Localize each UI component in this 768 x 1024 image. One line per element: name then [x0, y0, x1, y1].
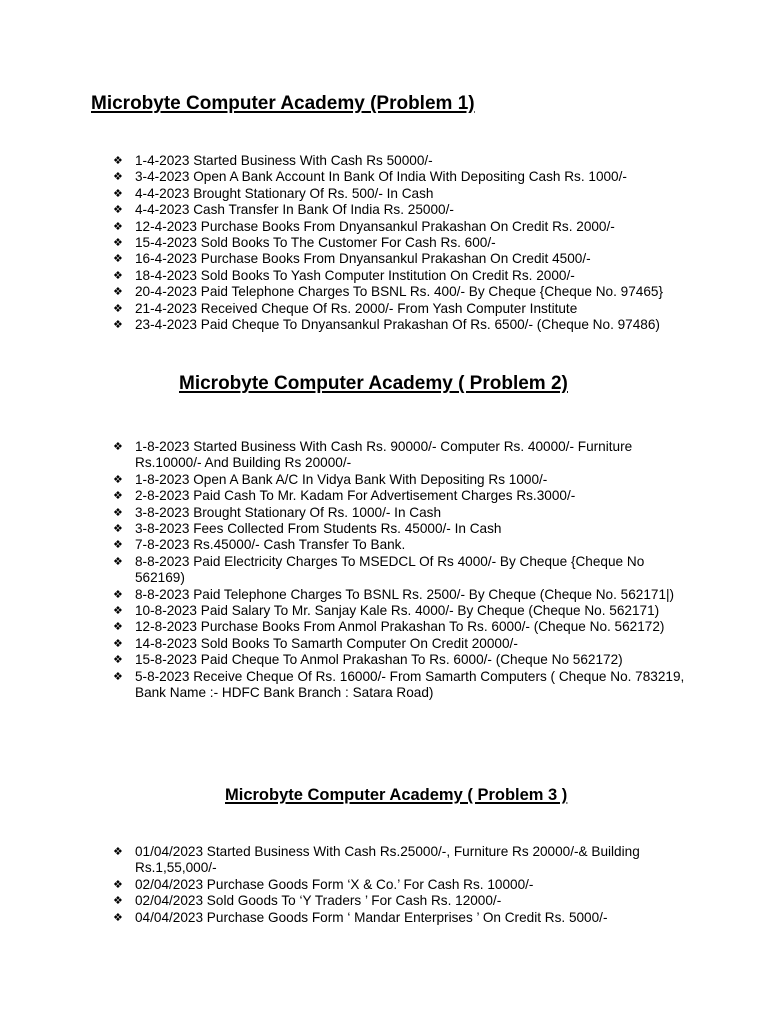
transaction-item [113, 505, 693, 521]
transaction-item [113, 219, 693, 235]
problem-3-heading: Microbyte Computer Academy ( Problem 3 ) [225, 786, 568, 804]
diamond-bullet-icon: ❖ [113, 472, 123, 486]
diamond-bullet-icon: ❖ [113, 505, 123, 519]
transaction-text: 1-4-2023 Started Business With Cash Rs 50000/- [135, 153, 433, 168]
diamond-bullet-icon: ❖ [113, 440, 123, 453]
problem-1-heading: Microbyte Computer Academy (Problem 1) [91, 93, 475, 114]
transaction-item [113, 893, 693, 909]
transaction-item [113, 235, 693, 251]
transaction-item [113, 251, 693, 267]
transaction-item [113, 472, 693, 488]
transaction-text: 23-4-2023 Paid Cheque To Dnyansankul Prakashan Of Rs. 6500/- (Cheque No. 97486) [135, 317, 660, 333]
diamond-bullet-icon: ❖ [113, 268, 123, 282]
diamond-bullet-icon: ❖ [113, 877, 123, 891]
transaction-text: 01/04/2023 Started Business With Cash Rs.25000/-, Furniture Rs 20000/-& Building Rs.1,55,000/- [135, 844, 640, 876]
problem-3-transaction-list [113, 844, 693, 926]
diamond-bullet-icon: ❖ [113, 538, 123, 552]
transaction-item [113, 910, 693, 926]
diamond-bullet-icon: ❖ [113, 669, 123, 683]
transaction-text: 02/04/2023 Sold Goods To ‘Y Traders ’ For Cash Rs. 12000/- [135, 893, 502, 909]
diamond-bullet-icon: ❖ [113, 653, 123, 667]
transaction-text: 02/04/2023 Purchase Goods Form ‘X & Co.’ For Cash Rs. 10000/- [135, 876, 534, 892]
transaction-text: 5-8-2023 Receive Cheque Of Rs. 16000/- From Samarth Computers ( Cheque No. 783219, Bank Name :- HDFC Bank Branch : Satara Road) [135, 668, 685, 701]
transaction-item [113, 636, 693, 652]
transaction-item [113, 652, 693, 668]
diamond-bullet-icon: ❖ [113, 219, 123, 233]
problem-2-transaction-list [113, 439, 693, 702]
transaction-item [113, 439, 693, 472]
diamond-bullet-icon: ❖ [113, 604, 123, 618]
transaction-item [113, 844, 693, 877]
diamond-bullet-icon: ❖ [113, 522, 123, 536]
transaction-item [113, 619, 693, 635]
transaction-text: 3-8-2023 Brought Stationary Of Rs. 1000/- In Cash [135, 504, 442, 520]
diamond-bullet-icon: ❖ [113, 252, 123, 266]
transaction-text: 2-8-2023 Paid Cash To Mr. Kadam For Advertisement Charges Rs.3000/- [135, 488, 576, 504]
transaction-text: 12-8-2023 Purchase Books From Anmol Prakashan To Rs. 6000/- (Cheque No. 562172) [135, 619, 665, 635]
transaction-item [113, 669, 693, 702]
transaction-text: 15-4-2023 Sold Books To The Customer For Cash Rs. 600/- [135, 235, 496, 251]
transaction-item [113, 153, 693, 169]
transaction-item [113, 284, 693, 300]
transaction-text: 16-4-2023 Purchase Books From Dnyansankul Prakashan On Credit 4500/- [135, 251, 591, 267]
transaction-text: 14-8-2023 Sold Books To Samarth Computer On Credit 20000/- [135, 635, 518, 651]
transaction-item [113, 587, 693, 603]
transaction-item [113, 268, 693, 284]
transaction-text: 1-8-2023 Started Business With Cash Rs. 90000/- Computer Rs. 40000/- Furniture Rs.10000/- And Building Rs 20000/- [135, 439, 633, 471]
diamond-bullet-icon: ❖ [113, 845, 123, 858]
transaction-item [113, 169, 693, 185]
transaction-text: 04/04/2023 Purchase Goods Form ‘ Mandar Enterprises ’ On Credit Rs. 5000/- [135, 909, 608, 925]
diamond-bullet-icon: ❖ [113, 489, 123, 503]
diamond-bullet-icon: ❖ [113, 318, 123, 332]
transaction-item [113, 317, 693, 333]
diamond-bullet-icon: ❖ [113, 554, 123, 568]
problem-1-transaction-list [113, 153, 693, 333]
diamond-bullet-icon: ❖ [113, 154, 123, 167]
diamond-bullet-icon: ❖ [113, 636, 123, 650]
transaction-item [113, 186, 693, 202]
transaction-text: 3-4-2023 Open A Bank Account In Bank Of India With Depositing Cash Rs. 1000/- [135, 169, 627, 185]
diamond-bullet-icon: ❖ [113, 587, 123, 601]
diamond-bullet-icon: ❖ [113, 894, 123, 908]
transaction-item [113, 554, 693, 587]
transaction-item [113, 202, 693, 218]
transaction-item [113, 488, 693, 504]
diamond-bullet-icon: ❖ [113, 236, 123, 250]
transaction-text: 3-8-2023 Fees Collected From Students Rs. 45000/- In Cash [135, 521, 502, 537]
transaction-text: 4-4-2023 Cash Transfer In Bank Of India Rs. 25000/- [135, 202, 454, 218]
transaction-text: 12-4-2023 Purchase Books From Dnyansankul Prakashan On Credit Rs. 2000/- [135, 218, 615, 234]
problem-2-heading: Microbyte Computer Academy ( Problem 2) [179, 373, 568, 394]
transaction-text: 4-4-2023 Brought Stationary Of Rs. 500/- In Cash [135, 185, 434, 201]
transaction-text: 10-8-2023 Paid Salary To Mr. Sanjay Kale Rs. 4000/- By Cheque (Cheque No. 562171) [135, 603, 660, 619]
diamond-bullet-icon: ❖ [113, 170, 123, 184]
transaction-text: 8-8-2023 Paid Telephone Charges To BSNL Rs. 2500/- By Cheque (Cheque No. 562171|) [135, 586, 675, 602]
diamond-bullet-icon: ❖ [113, 910, 123, 924]
diamond-bullet-icon: ❖ [113, 285, 123, 299]
transaction-text: 1-8-2023 Open A Bank A/C In Vidya Bank With Depositing Rs 1000/- [135, 471, 548, 487]
diamond-bullet-icon: ❖ [113, 301, 123, 315]
transaction-item [113, 521, 693, 537]
transaction-item [113, 877, 693, 893]
transaction-text: 8-8-2023 Paid Electricity Charges To MSEDCL Of Rs 4000/- By Cheque {Cheque No 562169) [135, 553, 645, 586]
transaction-text: 15-8-2023 Paid Cheque To Anmol Prakashan To Rs. 6000/- (Cheque No 562172) [135, 652, 623, 668]
transaction-text: 7-8-2023 Rs.45000/- Cash Transfer To Bank. [135, 537, 406, 553]
transaction-item [113, 537, 693, 553]
transaction-text: 21-4-2023 Received Cheque Of Rs. 2000/- From Yash Computer Institute [135, 300, 578, 316]
diamond-bullet-icon: ❖ [113, 620, 123, 634]
diamond-bullet-icon: ❖ [113, 203, 123, 217]
transaction-item [113, 301, 693, 317]
diamond-bullet-icon: ❖ [113, 186, 123, 200]
transaction-item [113, 603, 693, 619]
transaction-text: 20-4-2023 Paid Telephone Charges To BSNL Rs. 400/- By Cheque {Cheque No. 97465} [135, 284, 664, 300]
transaction-text: 18-4-2023 Sold Books To Yash Computer Institution On Credit Rs. 2000/- [135, 267, 575, 283]
